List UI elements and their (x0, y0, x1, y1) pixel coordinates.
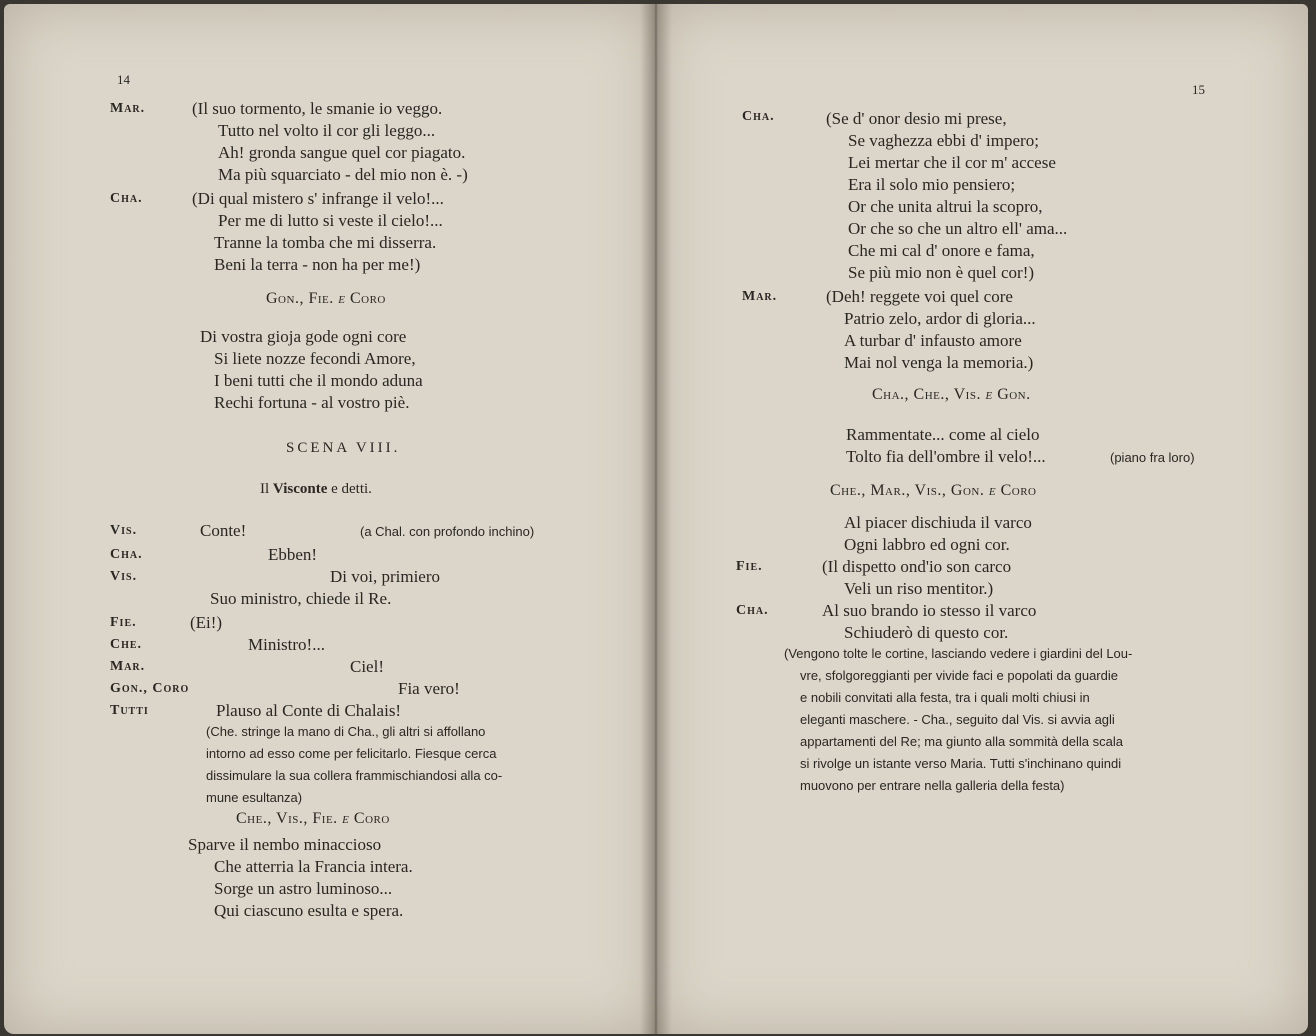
verse-line: Era il solo mio pensiero; (848, 175, 1016, 194)
verse-line: Beni la terra - non ha per me!) (214, 255, 421, 274)
stage-direction: (a Chal. con profondo inchino) (360, 524, 535, 539)
right-page (656, 4, 1308, 1034)
speaker-label: Vis. (110, 523, 138, 538)
speaker-label: Fie. (110, 615, 137, 630)
verse-line: (Ei!) (190, 613, 223, 632)
heading-conjunction: e (338, 290, 346, 307)
verse-line: Conte! (200, 521, 247, 540)
speaker-label: Cha. (110, 547, 143, 562)
stage-direction: appartamenti del Re; ma giunto alla sommità della scala (800, 734, 1124, 749)
verse-line: Se vaghezza ebbi d' impero; (848, 131, 1039, 150)
verse-line: Schiuderò di questo cor. (844, 623, 1009, 642)
heading-names: Coro (1000, 482, 1037, 499)
heading-conjunction: e (342, 810, 350, 827)
heading-conjunction: e (985, 386, 993, 403)
speaker-label: Mar. (110, 659, 146, 674)
verse-line: Di voi, primiero (330, 567, 441, 586)
verse-line: Rammentate... come al cielo (846, 425, 1040, 444)
stage-direction: (Vengono tolte le cortine, lasciando vedere i giardini del Lou- (784, 646, 1133, 661)
verse-line: Ministro!... (248, 635, 325, 654)
verse-line: (Il suo tormento, le smanie io veggo. (192, 99, 443, 118)
left-page (4, 4, 656, 1034)
verse-line: Sparve il nembo minaccioso (188, 835, 382, 854)
speaker-label: Gon., Coro (110, 681, 190, 696)
speaker-label: Mar. (110, 101, 146, 116)
verse-line: Tutto nel volto il cor gli leggo... (218, 121, 436, 140)
stage-direction: muovono per entrare nella galleria della festa) (800, 778, 1065, 793)
scene-title: SCENA VIII. (286, 440, 401, 456)
verse-line: Di vostra gioja gode ogni core (200, 327, 407, 346)
heading-names: Coro (349, 290, 386, 307)
page-number: 14 (117, 72, 130, 87)
stage-direction: si rivolge un istante verso Maria. Tutti s'inchinano quindi (800, 756, 1122, 771)
verse-line: (Il dispetto ond'io son carco (822, 557, 1012, 576)
verse-line: Si liete nozze fecondi Amore, (214, 349, 416, 368)
verse-line: (Deh! reggete voi quel core (826, 287, 1013, 306)
heading-conjunction: e (988, 482, 997, 499)
verse-line: Ciel! (350, 657, 384, 676)
verse-line: Lei mertar che il cor m' accese (848, 153, 1056, 172)
heading-names: Cha., Che., Vis. (872, 386, 981, 403)
verse-line: Al piacer dischiuda il varco (844, 513, 1032, 532)
verse-line: Or che so che un altro ell' ama... (848, 219, 1068, 238)
verse-line: (Di qual mistero s' infrange il velo!... (192, 189, 444, 208)
speaker-label: Mar. (742, 289, 778, 304)
verse-line: Patrio zelo, ardor di gloria... (844, 309, 1036, 328)
stage-direction: dissimulare la sua collera frammischiandosi alla co- (206, 768, 503, 783)
verse-line: Per me di lutto si veste il cielo!... (218, 211, 443, 230)
verse-line: Sorge un astro luminoso... (214, 879, 393, 898)
stage-direction: e nobili convitati alla festa, tra i quali molti chiusi in (800, 690, 1090, 705)
verse-line: Al suo brando io stesso il varco (822, 601, 1037, 620)
stage-direction: eleganti maschere. - Cha., seguito dal Vis. si avvia agli (800, 712, 1115, 727)
speaker-label: Tutti (110, 703, 149, 718)
verse-line: Plauso al Conte di Chalais! (216, 701, 402, 720)
scene-intro-text: e detti. (331, 481, 372, 497)
chorus-heading (872, 386, 1031, 404)
scene-intro-character: Visconte (272, 481, 328, 497)
verse-line: Veli un riso mentitor.) (844, 579, 994, 598)
heading-names: Che., Mar., Vis., Gon. (830, 482, 985, 499)
verse-line: Fia vero! (398, 679, 460, 698)
verse-line: Che mi cal d' onore e fama, (848, 241, 1035, 260)
speaker-label: Fie. (736, 559, 763, 574)
verse-line: Ogni labbro ed ogni cor. (844, 535, 1010, 554)
speaker-label: Cha. (742, 109, 775, 124)
chorus-heading (830, 482, 1036, 500)
heading-names: Gon. (997, 386, 1031, 403)
verse-line: Ebben! (268, 545, 318, 564)
chorus-heading (266, 290, 386, 308)
heading-names: Gon., Fie. (266, 290, 334, 307)
verse-line: Ah! gronda sangue quel cor piagato. (218, 143, 466, 162)
verse-line: I beni tutti che il mondo aduna (214, 371, 423, 390)
stage-direction: vre, sfolgoreggianti per vivide faci e popolati da guardie (800, 668, 1118, 683)
book-gutter (640, 4, 672, 1034)
verse-line: Rechi fortuna - al vostro piè. (214, 393, 410, 412)
verse-line: Qui ciascuno esulta e spera. (214, 901, 404, 920)
scene-intro (260, 478, 372, 500)
verse-line: A turbar d' infausto amore (844, 331, 1022, 350)
speaker-label: Vis. (110, 569, 138, 584)
verse-line: Che atterria la Francia intera. (214, 857, 413, 876)
stage-direction: intorno ad esso come per felicitarlo. Fiesque cerca (206, 746, 497, 761)
verse-line: Suo ministro, chiede il Re. (210, 589, 392, 608)
verse-line: (Se d' onor desio mi prese, (826, 109, 1007, 128)
speaker-label: Cha. (110, 191, 143, 206)
page-number: 15 (1192, 82, 1205, 97)
speaker-label: Che. (110, 637, 143, 652)
verse-line: Tranne la tomba che mi disserra. (214, 233, 437, 252)
heading-names: Che., Vis., Fie. (236, 810, 338, 827)
speaker-label: Cha. (736, 603, 769, 618)
verse-line: Mai nol venga la memoria.) (844, 353, 1034, 372)
verse-line: Tolto fia dell'ombre il velo!... (846, 447, 1046, 466)
stage-direction: (Che. stringe la mano di Cha., gli altri si affollano (206, 724, 486, 739)
verse-line: Se più mio non è quel cor!) (848, 263, 1035, 282)
scene-intro-text: Il (260, 481, 270, 497)
chorus-heading (236, 810, 390, 828)
heading-names: Coro (353, 810, 390, 827)
verse-line: Or che unita altrui la scopro, (848, 197, 1043, 216)
stage-direction: mune esultanza) (206, 790, 303, 805)
stage-direction: (piano fra loro) (1110, 450, 1195, 465)
verse-line: Ma più squarciato - del mio non è. -) (218, 165, 468, 184)
